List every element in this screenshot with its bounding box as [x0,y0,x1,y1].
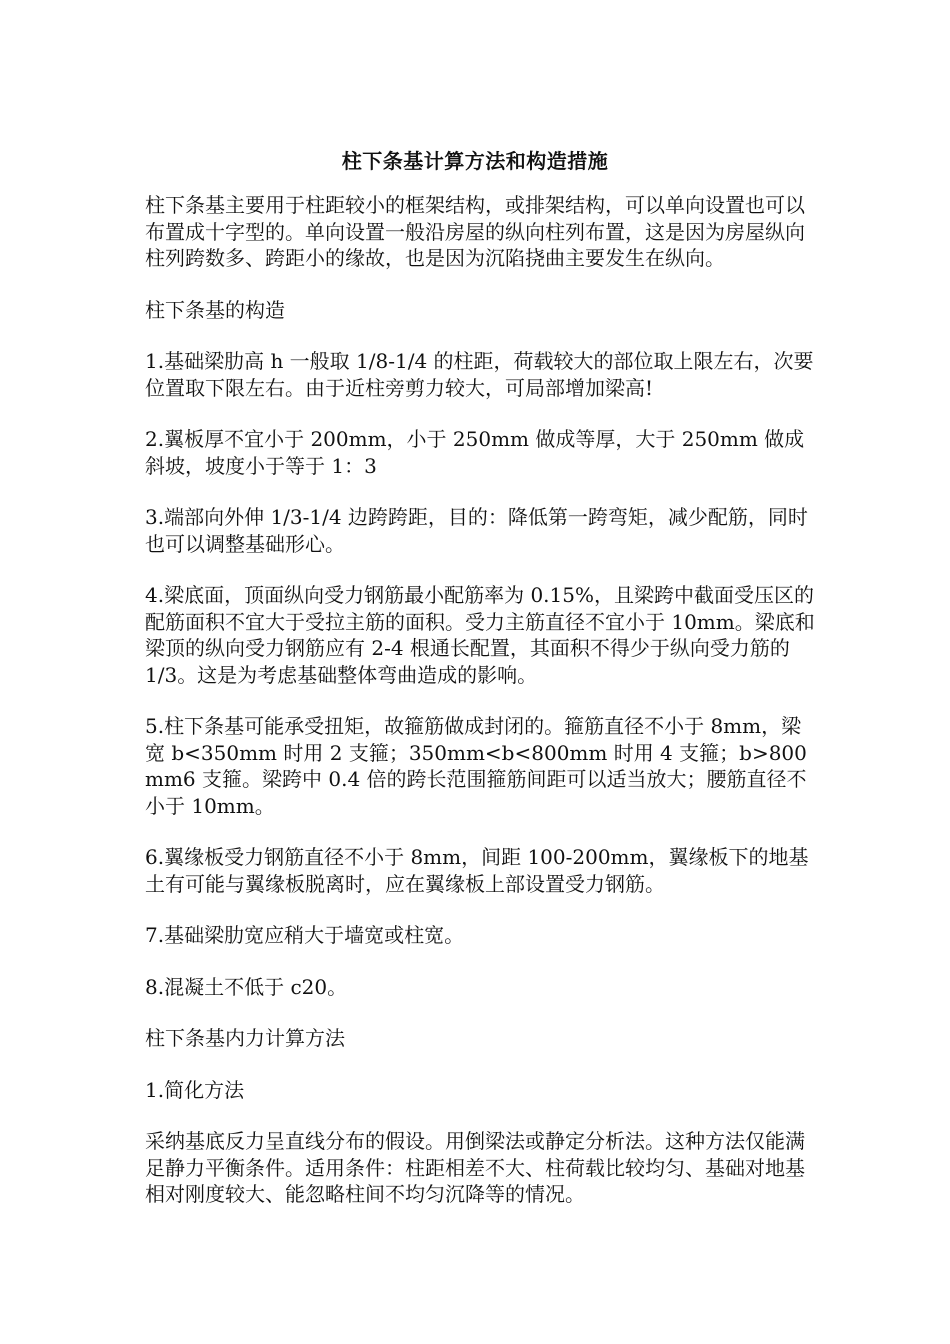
paragraph-item-1: 1.基础梁肋高 h 一般取 1/8-1/4 的柱距，荷载较大的部位取上限左右，次要位置取下限左右。由于近柱旁剪力较大，可局部增加梁高! [145,349,814,400]
paragraph-item-6: 6.翼缘板受力钢筋直径不小于 8mm，间距 100-200mm，翼缘板下的地基土有可能与翼缘板脱离时，应在翼缘板上部设置受力钢筋。 [145,845,809,896]
paragraph-intro: 柱下条基主要用于柱距较小的框架结构，或排架结构，可以单向设置也可以布置成十字型的。单向设置一般沿房屋的纵向柱列布置，这是因为房屋纵向柱列跨数多、跨距小的缘故，也是因为沉陷挠曲主要发生在纵向。 [145,193,805,270]
paragraph-item-2: 2.翼板厚不宜小于 200mm，小于 250mm 做成等厚，大于 250mm 做成斜坡，坡度小于等于 1：3 [145,427,805,478]
paragraph-item-4: 4.梁底面，顶面纵向受力钢筋最小配筋率为 0.15%，且梁跨中截面受压区的配筋面积不宜大于受拉主筋的面积。受力主筋直径不宜小于 10mm。梁底和梁顶的纵向受力钢筋应有 2-4 根通长配置，其面积不得少于纵向受力筋的 1/3。这是为考虑基础整体弯曲造成的影响。 [145,583,815,687]
paragraph-item-7: 7.基础梁肋宽应稍大于墙宽或柱宽。 [145,923,465,947]
section-heading-calculation: 柱下条基内力计算方法 [145,1026,345,1050]
paragraph-item-3: 3.端部向外伸 1/3-1/4 边跨跨距，目的：降低第一跨弯矩，减少配筋，同时也可以调整基础形心。 [145,505,808,556]
paragraph-item-5: 5.柱下条基可能承受扭矩，故箍筋做成封闭的。箍筋直径不小于 8mm，梁宽 b<350mm 时用 2 支箍；350mm<b<800mm 时用 4 支箍；b>800mm6 支箍。梁跨中 0.4 倍的跨长范围箍筋间距可以适当放大；腰筋直径不小于 10mm。 [145,714,807,818]
subheading-simplified-method: 1.简化方法 [145,1077,245,1102]
document-title: 柱下条基计算方法和构造措施 [341,149,609,173]
section-heading-construction: 柱下条基的构造 [145,297,285,322]
paragraph-item-8: 8.混凝土不低于 c20。 [145,974,348,999]
document-body [145,192,815,1233]
paragraph-simplified-method: 采纳基底反力呈直线分布的假设。用倒梁法或静定分析法。这种方法仅能满足静力平衡条件。适用条件：柱距相差不大、柱荷载比较均匀、基础对地基相对刚度较大、能忽略柱间不均匀沉降等的情况。 [145,1129,805,1206]
